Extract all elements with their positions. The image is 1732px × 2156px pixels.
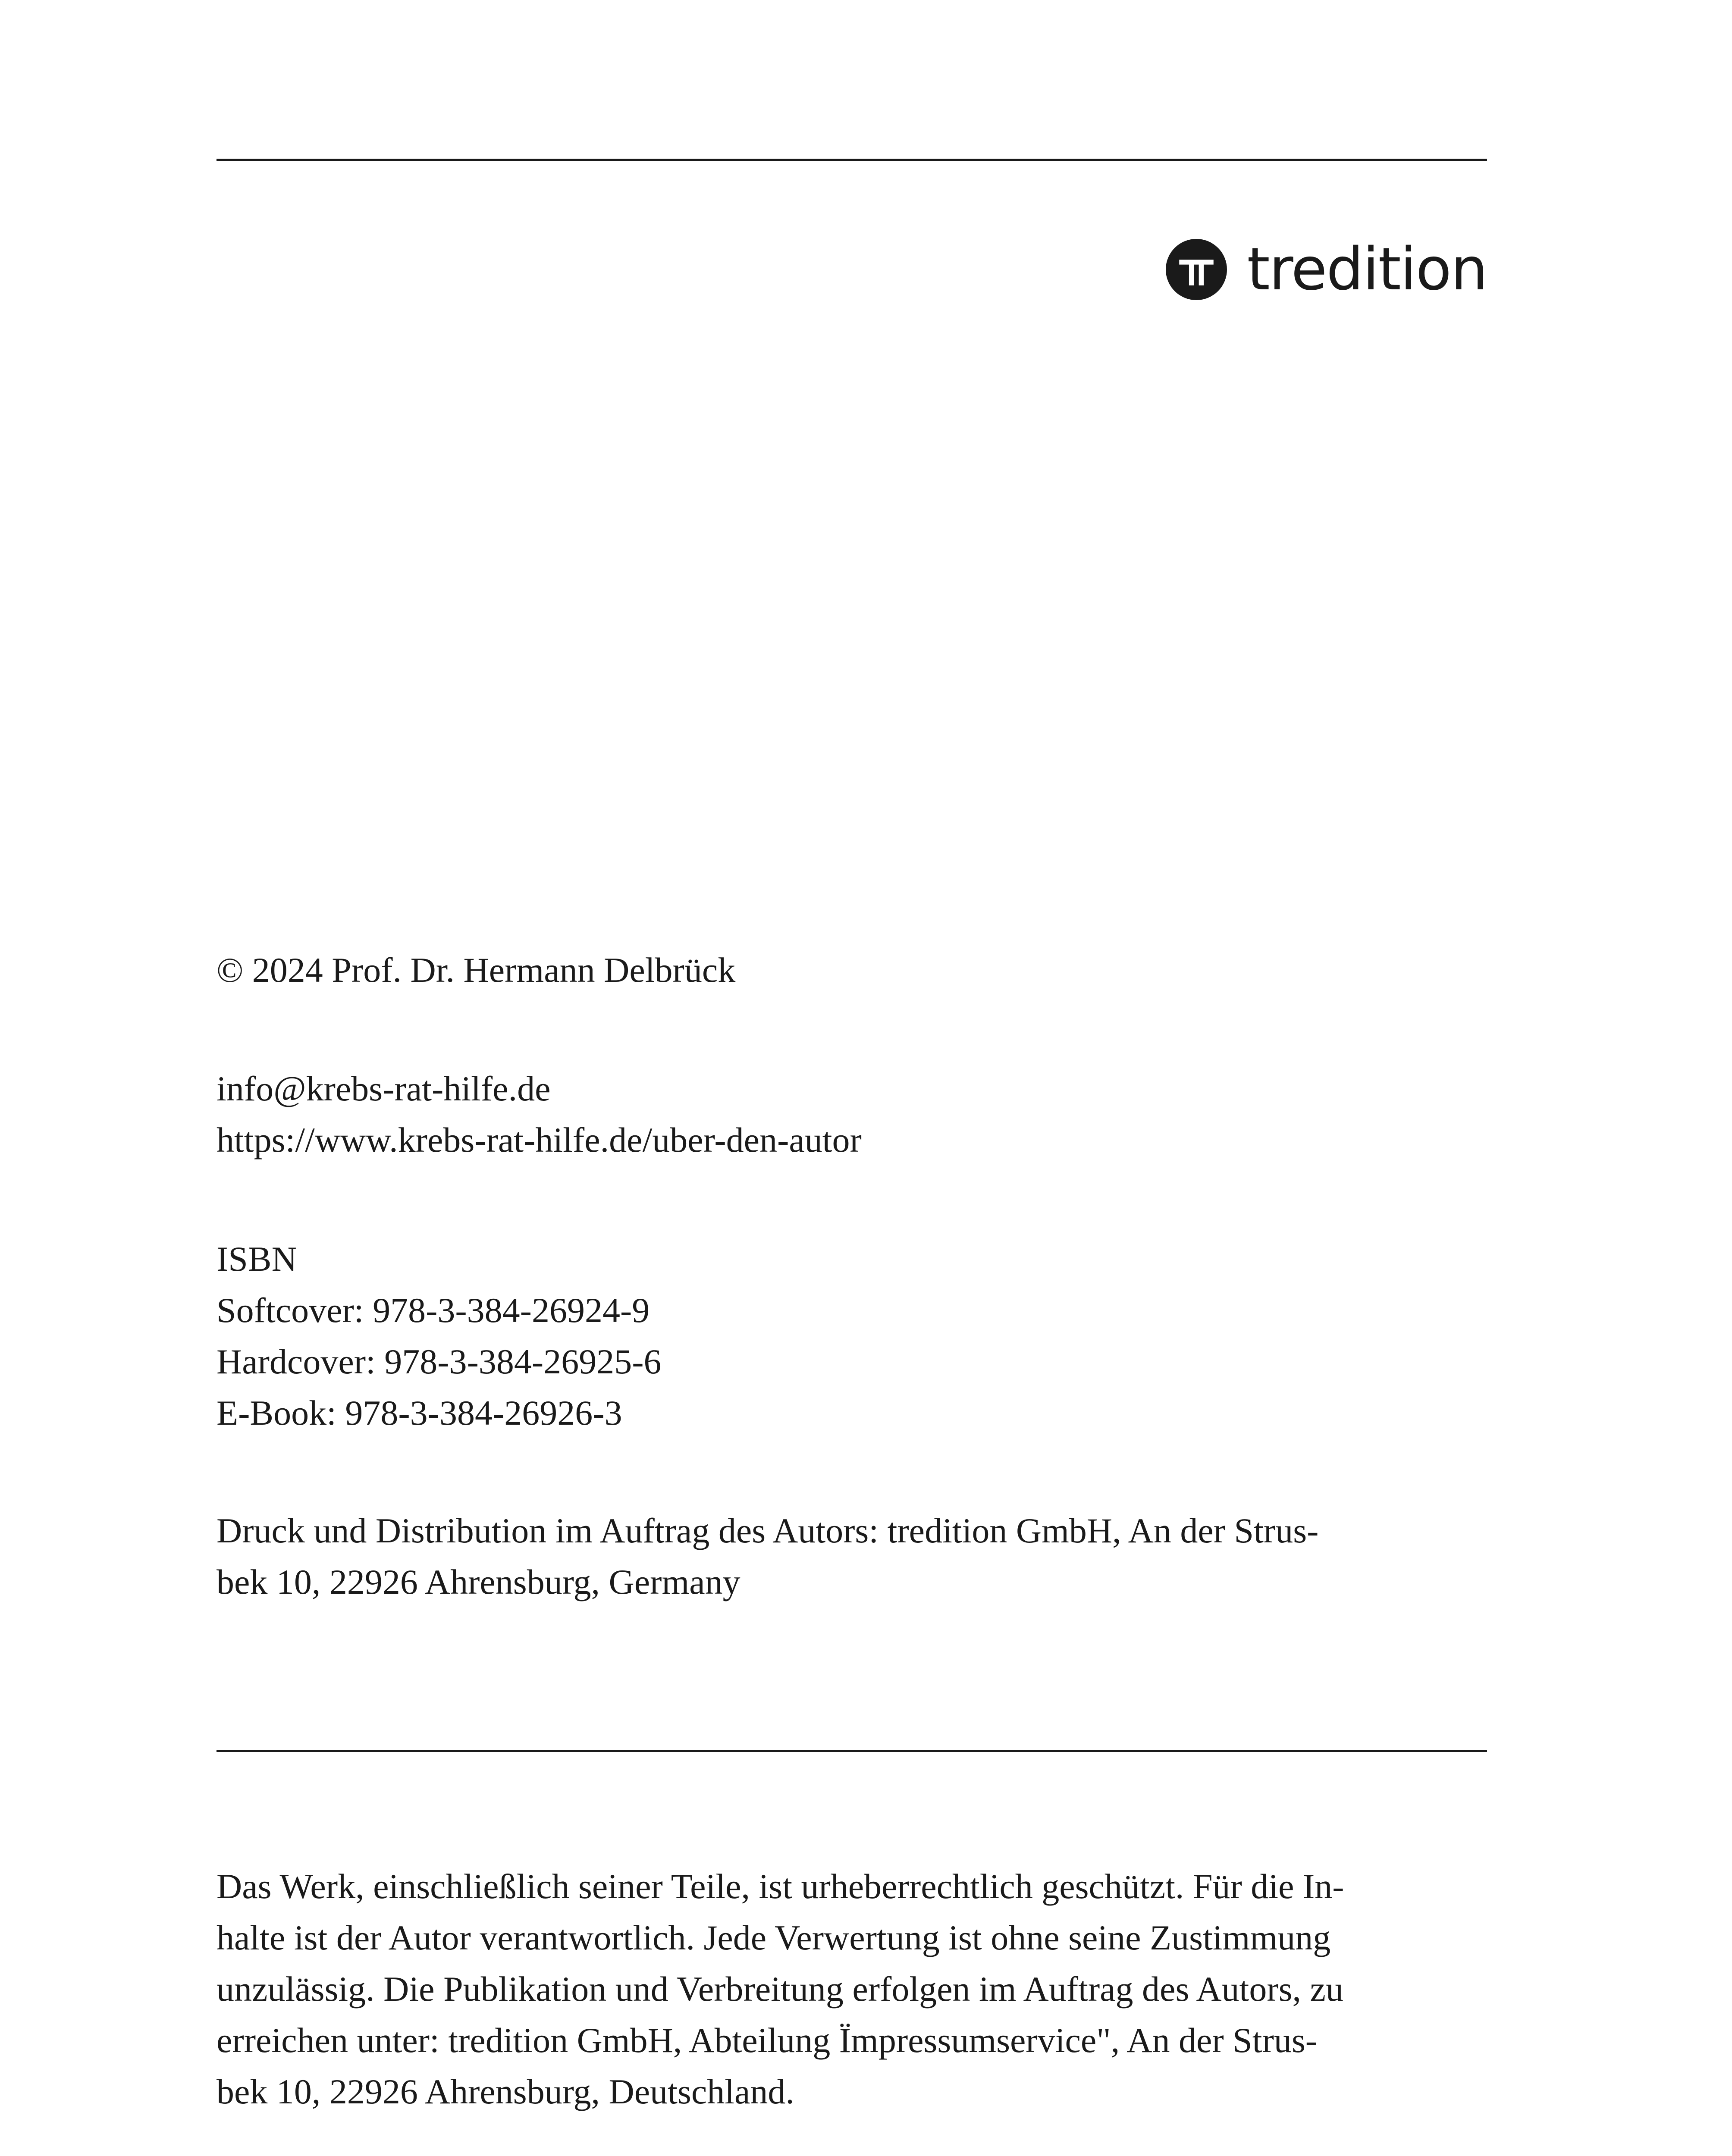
legal-notice-line: halte ist der Autor verantwortlich. Jede Verwertung ist ohne seine Zustimmung (216, 1918, 1331, 1957)
copyright-notice (216, 944, 1487, 996)
print-distribution-line: bek 10, 22926 Ahrensburg, Germany (216, 1562, 740, 1601)
legal-notice (216, 1861, 1487, 2117)
isbn-softcover: Softcover: 978-3-384-26924-9 (216, 1291, 650, 1330)
publisher-wordmark: tredition (1247, 235, 1487, 304)
isbn-hardcover: Hardcover: 978-3-384-26925-6 (216, 1342, 662, 1381)
legal-notice-line: unzulässig. Die Publikation und Verbreitung erfolgen im Auftrag des Autors, zu (216, 1969, 1343, 2009)
bottom-divider (216, 1750, 1487, 1752)
isbn-heading: ISBN (216, 1239, 297, 1279)
contact-email: info@krebs-rat-hilfe.de (216, 1069, 551, 1108)
publisher-logo (1166, 237, 1487, 302)
legal-notice-line: bek 10, 22926 Ahrensburg, Deutschland. (216, 2072, 794, 2111)
isbn-ebook: E-Book: 978-3-384-26926-3 (216, 1393, 622, 1432)
legal-notice-line: Das Werk, einschließlich seiner Teile, ist urheberrechtlich geschützt. Für die In- (216, 1867, 1344, 1906)
copyright-line: © 2024 Prof. Dr. Hermann Delbrück (216, 950, 736, 990)
contact-url: https://www.krebs-rat-hilfe.de/uber-den-autor (216, 1120, 862, 1159)
print-distribution-notice (216, 1505, 1487, 1608)
tredition-logo-icon (1166, 239, 1227, 300)
isbn-block (216, 1233, 1487, 1438)
top-divider (216, 159, 1487, 161)
contact-block (216, 1063, 1487, 1166)
print-distribution-line: Druck und Distribution im Auftrag des Autors: tredition GmbH, An der Strus- (216, 1511, 1319, 1550)
legal-notice-line: erreichen unter: tredition GmbH, Abteilung Ïmpressumservice", An der Strus- (216, 2021, 1318, 2060)
